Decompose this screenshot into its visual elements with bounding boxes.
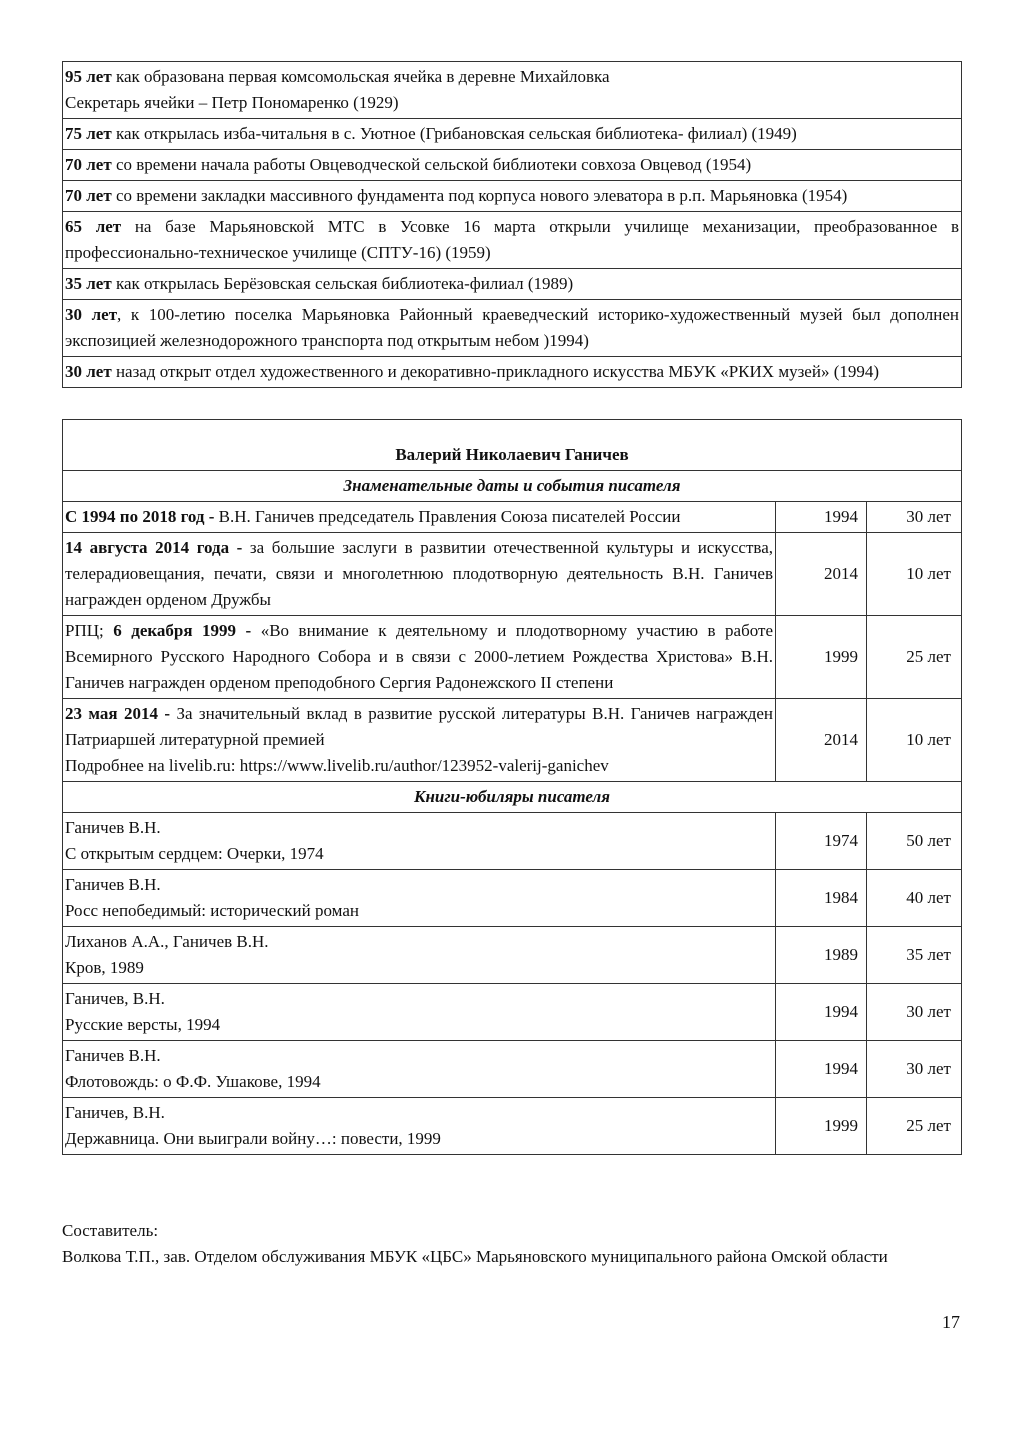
event-year: 1999 (776, 616, 867, 699)
anniversary-cell (63, 300, 962, 357)
event-age: 10 лет (867, 533, 962, 616)
event-date: С 1994 по 2018 год - (65, 507, 215, 526)
event-year: 2014 (776, 533, 867, 616)
anniversary-cell (63, 62, 962, 119)
book-title: Русские версты, 1994 (65, 1015, 221, 1034)
anniversary-years: 95 лет (65, 67, 112, 86)
books-section-heading: Книги-юбиляры писателя (63, 782, 962, 813)
table-row (63, 150, 962, 181)
anniversary-text: как образована первая комсомольская ячейка в деревне Михайловка (111, 67, 610, 86)
event-row (63, 699, 962, 782)
anniversary-text-line2: Секретарь ячейки – Петр Пономаренко (1929) (65, 93, 399, 112)
anniversary-years: 30 лет (65, 362, 112, 381)
table-row (63, 300, 962, 357)
anniversary-years: 75 лет (65, 124, 112, 143)
book-row (63, 1041, 962, 1098)
event-year: 2014 (776, 699, 867, 782)
page-number: 17 (942, 1312, 960, 1332)
book-title: Державница. Они выиграли войну…: повести, 1999 (65, 1129, 441, 1148)
table-row (63, 357, 962, 388)
compiler-text: Волкова Т.П., зав. Отделом обслуживания МБУК «ЦБС» Марьяновского муниципального района Омской области (62, 1247, 888, 1266)
anniversary-cell (63, 181, 962, 212)
book-description (63, 1041, 776, 1098)
anniversary-cell (63, 269, 962, 300)
event-age: 10 лет (867, 699, 962, 782)
anniversary-text: со времени начала работы Овцеводческой сельской библиотеки совхоза Овцевод (1954) (111, 155, 752, 174)
book-description (63, 813, 776, 870)
table-row (63, 782, 962, 813)
book-author: Ганичев, В.Н. (65, 1103, 165, 1122)
book-description (63, 870, 776, 927)
anniversary-years: 35 лет (65, 274, 112, 293)
anniversary-text: со времени закладки массивного фундамента под корпуса нового элеватора в р.п. Марьяновка (1954) (111, 186, 848, 205)
event-prefix: РПЦ; (65, 621, 114, 640)
book-title: Флотовождь: о Ф.Ф. Ушакове, 1994 (65, 1072, 321, 1091)
anniversary-text: , к 100-летию поселка Марьяновка Районный краеведческий историко-художественный музей был дополнен экспозицией железнодорожного транспорта под открытым небом )1994) (65, 305, 959, 350)
book-row (63, 984, 962, 1041)
anniversary-years: 30 лет (65, 305, 118, 324)
event-date: 14 августа 2014 года - (65, 538, 243, 557)
book-row (63, 813, 962, 870)
anniversary-cell (63, 212, 962, 269)
table-row (63, 181, 962, 212)
anniversary-text: как открылась изба-читальня в с. Уютное (Грибановская сельская библиотека- филиал) (1949) (111, 124, 797, 143)
book-title: Кров, 1989 (65, 958, 144, 977)
book-row (63, 1098, 962, 1155)
book-year: 1974 (776, 813, 867, 870)
book-year: 1999 (776, 1098, 867, 1155)
event-description (63, 616, 776, 699)
event-age: 30 лет (867, 502, 962, 533)
event-text: за большие заслуги в развитии отечественной культуры и искусства, телерадиовещания, печати, связи и многолетнюю плодотворную деятельность В.Н. Ганичев награжден орденом Дружбы (65, 538, 773, 609)
book-title: С открытым сердцем: Очерки, 1974 (65, 844, 324, 863)
anniversary-text: на базе Марьяновской МТС в Усовке 16 марта открыли училище механизации, преобразованное в профессионально-техническое училище (СПТУ-16) (1959) (65, 217, 959, 262)
book-age: 30 лет (867, 984, 962, 1041)
anniversary-years: 70 лет (65, 155, 112, 174)
book-age: 35 лет (867, 927, 962, 984)
event-date: 23 мая 2014 - (65, 704, 171, 723)
writer-table (62, 419, 962, 1155)
book-author: Лиханов А.А., Ганичев В.Н. (65, 932, 269, 951)
event-source-link[interactable]: Подробнее на livelib.ru: https://www.livelib.ru/author/123952-valerij-ganichev (65, 756, 609, 775)
table-row (63, 420, 962, 471)
book-description (63, 984, 776, 1041)
events-section-heading: Знаменательные даты и события писателя (63, 471, 962, 502)
anniversaries-table (62, 61, 962, 388)
event-description (63, 533, 776, 616)
event-row (63, 616, 962, 699)
book-year: 1994 (776, 984, 867, 1041)
book-author: Ганичев В.Н. (65, 818, 161, 837)
table-row (63, 62, 962, 119)
event-age: 25 лет (867, 616, 962, 699)
book-row (63, 927, 962, 984)
anniversary-years: 70 лет (65, 186, 112, 205)
book-author: Ганичев В.Н. (65, 1046, 161, 1065)
book-row (63, 870, 962, 927)
table-row (63, 471, 962, 502)
anniversary-cell (63, 150, 962, 181)
anniversary-cell (63, 357, 962, 388)
anniversary-text: как открылась Берёзовская сельская библиотека-филиал (1989) (111, 274, 574, 293)
event-description (63, 699, 776, 782)
compiler-label: Составитель: (62, 1221, 159, 1240)
event-text: В.Н. Ганичев председатель Правления Союза писателей России (214, 507, 681, 526)
table-row (63, 269, 962, 300)
table-row (63, 212, 962, 269)
event-year: 1994 (776, 502, 867, 533)
book-year: 1994 (776, 1041, 867, 1098)
writer-name-heading: Валерий Николаевич Ганичев (63, 420, 962, 471)
anniversary-cell (63, 119, 962, 150)
book-age: 30 лет (867, 1041, 962, 1098)
book-age: 25 лет (867, 1098, 962, 1155)
book-description (63, 927, 776, 984)
book-description (63, 1098, 776, 1155)
book-author: Ганичев, В.Н. (65, 989, 165, 1008)
event-row (63, 502, 962, 533)
event-text: «Во внимание к деятельному и плодотворному участию в работе Всемирного Русского Народного Собора и в связи с 2000-летием Рождества Христова» В.Н. Ганичев награжден орденом преподобного Сергия Радонежского II степени (65, 621, 773, 692)
book-author: Ганичев В.Н. (65, 875, 161, 894)
event-text: За значительный вклад в развитие русской литературы В.Н. Ганичев награжден Патриаршей литературной премией (65, 704, 773, 749)
book-year: 1984 (776, 870, 867, 927)
event-description (63, 502, 776, 533)
event-row (63, 533, 962, 616)
table-row (63, 119, 962, 150)
anniversary-text: назад открыт отдел художественного и декоративно-прикладного искусства МБУК «РКИХ музей» (1994) (111, 362, 880, 381)
book-title: Росс непобедимый: исторический роман (65, 901, 359, 920)
event-date: 6 декабря 1999 - (113, 621, 252, 640)
compiler-block (62, 1218, 962, 1270)
anniversary-years: 65 лет (65, 217, 122, 236)
book-age: 50 лет (867, 813, 962, 870)
book-age: 40 лет (867, 870, 962, 927)
book-year: 1989 (776, 927, 867, 984)
